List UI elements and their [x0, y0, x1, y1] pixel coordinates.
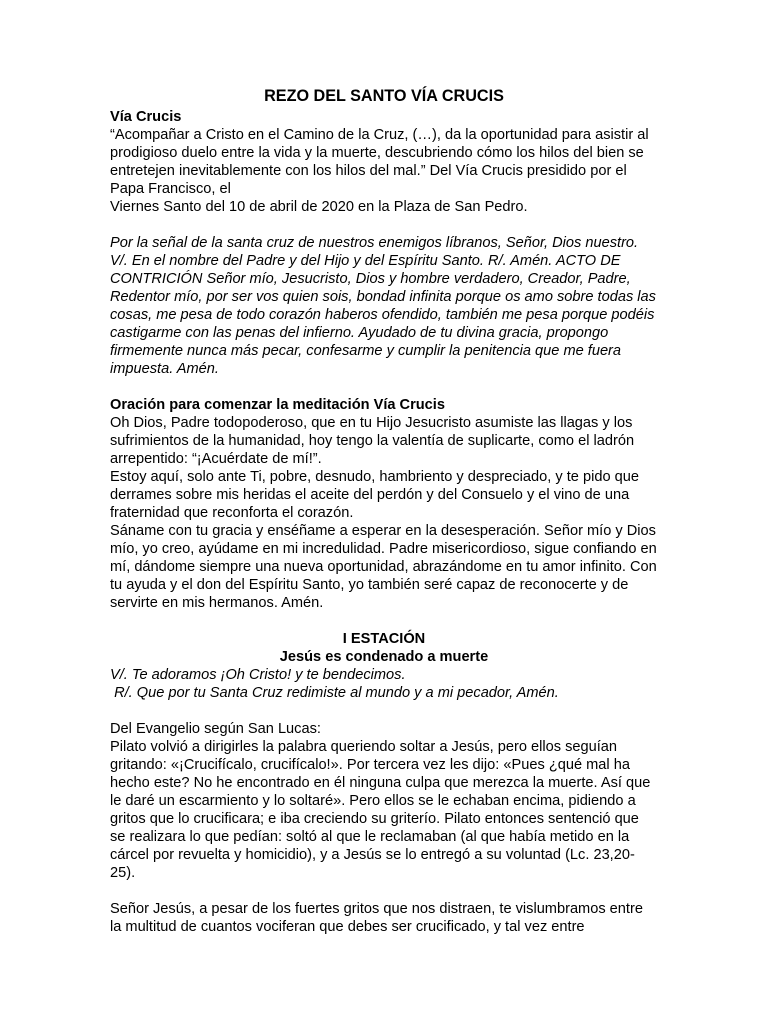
intro-quote: “Acompañar a Cristo en el Camino de la Cruz, (…), da la oportunidad para asistir al prodigioso duelo entre la vida y la muerte, descubriendo cómo los hilos del bien se entretejen inevitablemente con los hilos del mal.” Del Vía Crucis presidido por el Papa Francisco, el	[110, 127, 649, 197]
spacer	[110, 702, 658, 720]
spacer	[110, 612, 658, 630]
versicle: V/. Te adoramos ¡Oh Cristo! y te bendecimos.	[110, 667, 406, 683]
gospel-text: Pilato volvió a dirigirles la palabra queriendo soltar a Jesús, pero ellos seguían gritando: «¡Crucifícalo, crucifícalo!». Por tercera vez les dijo: «Pues ¿qué mal ha hecho este? No he encontrado en él ninguna culpa que merezca la muerte. Así que le daré un escarmiento y lo soltaré». Pero ellos se le echaban encima, pidiendo a gritos que lo crucificara; e iba creciendo su griterío. Pilato entonces sentenció que se realizara lo que pedían: soltó al que le reclamaban (al que había metido en la cárcel por revuelta y homicidio), y a Jesús se lo entregó a su voluntad (Lc. 23,20-25).	[110, 739, 651, 881]
reflection-text: Señor Jesús, a pesar de los fuertes gritos que nos distraen, te vislumbramos entre la multitud de cuantos vociferan que debes ser crucificado, y tal vez entre	[110, 901, 643, 935]
station-title: Jesús es condenado a muerte	[279, 649, 489, 665]
document-page	[110, 86, 658, 936]
opening-prayer: Por la señal de la santa cruz de nuestros enemigos líbranos, Señor, Dios nuestro. V/. En el nombre del Padre y del Hijo y del Espíritu Santo. R/. Amén. ACTO DE CONTRICIÓN Señor mío, Jesucristo, Dios y hombre verdadero, Creador, Padre, Redentor mío, por ser vos quien sois, bondad infinita porque os amo sobre todas las cosas, me pesa de todo corazón haberos ofendido, también me pesa porque podéis castigarme con las penas del infierno. Ayudado de tu divina gracia, propongo firmemente nunca más pecar, confesarme y cumplir la penitencia que me fuera impuesta. Amén.	[110, 235, 656, 377]
meditation-paragraph-1: Oh Dios, Padre todopoderoso, que en tu Hijo Jesucristo asumiste las llagas y los sufrimientos de la humanidad, hoy tengo la valentía de suplicarte, como el ladrón arrepentido: “¡Acuérdate de mí!”.	[110, 415, 635, 467]
meditation-paragraph-2: Estoy aquí, solo ante Ti, pobre, desnudo, hambriento y despreciado, y te pido que derrames sobre mis heridas el aceite del perdón y del Consuelo y el vino de una fraternidad que reconforta el corazón.	[110, 469, 639, 521]
response: R/. Que por tu Santa Cruz redimiste al mundo y a mi pecador, Amén.	[110, 685, 559, 701]
spacer	[110, 216, 658, 234]
gospel-intro: Del Evangelio según San Lucas:	[110, 721, 321, 737]
meditation-paragraph-3: Sáname con tu gracia y enséñame a esperar en la desesperación. Señor mío y Dios mío, yo creo, ayúdame en mi incredulidad. Padre misericordioso, sigue confiando en mí, dándome siempre una nueva oportunidad, abrazándome en tu amor infinito. Con tu ayuda y el don del Espíritu Santo, yo también seré capaz de reconocerte y de servirte en mis hermanos. Amén.	[110, 523, 657, 611]
document-title: REZO DEL SANTO VÍA CRUCIS	[264, 87, 504, 105]
meditation-heading: Oración para comenzar la meditación Vía Crucis	[110, 397, 445, 413]
station-number: I ESTACIÓN	[342, 631, 426, 647]
intro-date: Viernes Santo del 10 de abril de 2020 en la Plaza de San Pedro.	[110, 199, 528, 215]
section-heading-via-crucis: Vía Crucis	[110, 109, 182, 125]
spacer	[110, 882, 658, 900]
spacer	[110, 378, 658, 396]
